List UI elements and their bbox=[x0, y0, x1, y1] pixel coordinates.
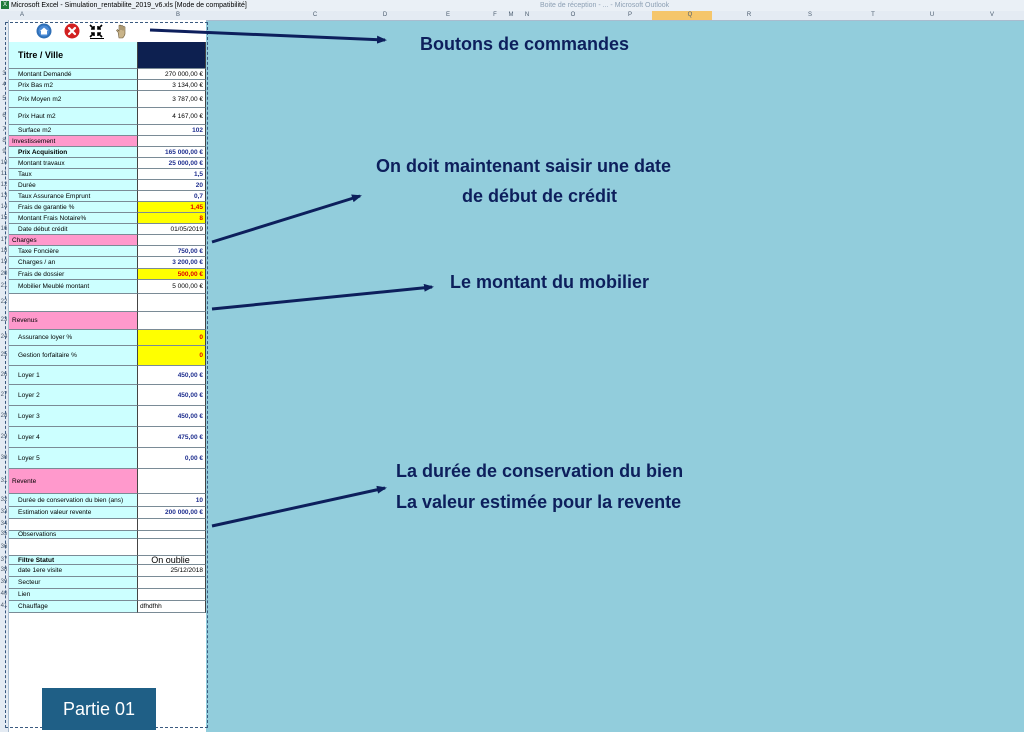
table-row bbox=[9, 494, 206, 507]
row-label[interactable]: Investissement bbox=[9, 136, 138, 147]
row-label[interactable]: Loyer 4 bbox=[9, 427, 138, 448]
section-header-row bbox=[9, 312, 206, 330]
row-value-cell[interactable] bbox=[138, 577, 206, 589]
row-value-cell[interactable] bbox=[138, 294, 206, 312]
table-row bbox=[9, 69, 206, 80]
row-number[interactable]: 20 bbox=[0, 270, 8, 277]
section-header-row bbox=[9, 235, 206, 246]
row-number[interactable]: 32 bbox=[0, 496, 8, 503]
row-number[interactable]: 34 bbox=[0, 521, 8, 527]
row-value-cell[interactable]: 450,00 € bbox=[138, 385, 206, 406]
table-row bbox=[9, 213, 206, 224]
excel-app-icon: X bbox=[2, 2, 7, 8]
row-number[interactable]: 15 bbox=[0, 214, 8, 221]
arrow-date bbox=[212, 196, 360, 242]
row-value-cell[interactable]: 01/05/2019 bbox=[138, 224, 206, 235]
title-label: Titre / Ville bbox=[9, 42, 138, 69]
row-label[interactable]: Montant Demandé bbox=[9, 69, 138, 80]
row-value-cell[interactable] bbox=[138, 469, 206, 494]
row-label[interactable]: Loyer 1 bbox=[9, 366, 138, 385]
annotation-mobilier: Le montant du mobilier bbox=[450, 272, 650, 292]
row-number[interactable]: 11 bbox=[0, 170, 8, 177]
column-header-p[interactable]: P bbox=[627, 12, 632, 18]
row-number[interactable]: 35 bbox=[0, 531, 8, 537]
row-value-cell[interactable]: 3 134,00 € bbox=[138, 80, 206, 91]
row-value-cell[interactable]: 10 bbox=[138, 494, 206, 507]
table-row bbox=[9, 246, 206, 257]
window-title: Microsoft Excel - Simulation_rentabilite_2019_v6.xls [Mode de compatibilité] bbox=[11, 2, 247, 9]
row-value-cell[interactable] bbox=[138, 589, 206, 601]
arrow-duree bbox=[212, 488, 385, 526]
row-number[interactable]: 24 bbox=[0, 334, 8, 340]
hand-icon[interactable] bbox=[113, 23, 129, 39]
row-value-cell[interactable]: 475,00 € bbox=[138, 427, 206, 448]
table-row bbox=[9, 91, 206, 108]
annotation-date-line2: de début de crédit bbox=[462, 186, 618, 206]
title-value-cell[interactable] bbox=[138, 42, 206, 69]
column-header-n[interactable]: N bbox=[524, 12, 530, 18]
row-number[interactable]: 14 bbox=[0, 203, 8, 210]
annotation-date-line1: On doit maintenant saisir une date bbox=[376, 156, 672, 176]
row-value-cell[interactable]: 0,7 bbox=[138, 191, 206, 202]
section-header-row bbox=[9, 136, 206, 147]
row-label[interactable]: Frais de dossier bbox=[9, 269, 138, 280]
row-label[interactable]: Assurance loyer % bbox=[9, 330, 138, 346]
row-label[interactable]: Taxe Foncière bbox=[9, 246, 138, 257]
annotation-duree-line2: La valeur estimée pour la revente bbox=[396, 492, 682, 512]
row-label[interactable]: Durée bbox=[9, 180, 138, 191]
row-label[interactable]: Mobilier Meublé montant bbox=[9, 280, 138, 294]
row-label[interactable]: Lien bbox=[9, 589, 138, 601]
row-label[interactable]: date 1ere visite bbox=[9, 565, 138, 577]
table-row bbox=[9, 180, 206, 191]
row-value-cell[interactable]: 0 bbox=[138, 330, 206, 346]
row-label[interactable]: Charges bbox=[9, 235, 138, 246]
row-value-cell[interactable]: 25 000,00 € bbox=[138, 158, 206, 169]
table-row bbox=[9, 169, 206, 180]
table-row bbox=[9, 565, 206, 577]
table-row bbox=[9, 202, 206, 213]
row-value-cell[interactable] bbox=[138, 539, 206, 556]
table-row bbox=[9, 294, 206, 312]
table-row bbox=[9, 125, 206, 136]
table-row bbox=[9, 601, 206, 613]
row-label[interactable]: Chauffage bbox=[9, 601, 138, 613]
column-header-r[interactable]: R bbox=[746, 12, 752, 18]
row-value-cell[interactable]: 102 bbox=[138, 125, 206, 136]
selected-column-highlight bbox=[652, 11, 712, 20]
column-header-u[interactable]: U bbox=[929, 12, 935, 18]
row-number[interactable]: 21 bbox=[0, 283, 8, 289]
row-value-cell[interactable]: On oublie bbox=[138, 556, 206, 565]
row-number[interactable]: 26 bbox=[0, 371, 8, 378]
row-number[interactable]: 3 bbox=[2, 70, 6, 77]
column-header-e[interactable]: E bbox=[445, 12, 450, 18]
row-number[interactable]: 33 bbox=[0, 509, 8, 515]
row-value-cell[interactable] bbox=[138, 136, 206, 147]
table-row bbox=[9, 269, 206, 280]
row-number[interactable]: 10 bbox=[0, 159, 8, 166]
row-label[interactable]: Secteur bbox=[9, 577, 138, 589]
column-header-b[interactable]: B bbox=[175, 12, 180, 18]
table-row bbox=[9, 448, 206, 469]
annotation-boutons: Boutons de commandes bbox=[420, 34, 630, 54]
row-label[interactable]: Taux Assurance Emprunt bbox=[9, 191, 138, 202]
row-label[interactable]: Prix Moyen m2 bbox=[9, 91, 138, 108]
row-number[interactable]: 28 bbox=[0, 412, 8, 419]
table-row bbox=[9, 191, 206, 202]
row-value-cell[interactable]: 1,45 bbox=[138, 202, 206, 213]
column-header-d[interactable]: D bbox=[382, 12, 388, 18]
table-row bbox=[9, 346, 206, 366]
row-label[interactable]: Date début crédit bbox=[9, 224, 138, 235]
row-number[interactable]: 18 bbox=[0, 247, 8, 254]
column-header-o[interactable]: O bbox=[570, 12, 576, 18]
column-header-t[interactable]: T bbox=[871, 12, 875, 18]
row-number[interactable]: 8 bbox=[2, 137, 6, 144]
row-value-cell[interactable]: 1,5 bbox=[138, 169, 206, 180]
row-value-cell[interactable]: 4 167,00 € bbox=[138, 108, 206, 125]
row-label[interactable]: Prix Acquisition bbox=[9, 147, 138, 158]
annotation-duree-line1: La durée de conservation du bien bbox=[396, 461, 684, 481]
row-number[interactable]: 31 bbox=[0, 477, 8, 484]
row-number[interactable]: 29 bbox=[0, 433, 8, 440]
spreadsheet-area bbox=[9, 20, 206, 732]
row-label[interactable]: Surface m2 bbox=[9, 125, 138, 136]
table-row bbox=[9, 280, 206, 294]
column-header-m[interactable]: M bbox=[508, 12, 514, 18]
column-header-c[interactable]: C bbox=[312, 12, 318, 18]
row-value-cell[interactable]: 450,00 € bbox=[138, 406, 206, 427]
row-number[interactable]: 27 bbox=[0, 391, 8, 398]
row-label[interactable]: Revente bbox=[9, 469, 138, 494]
row-label[interactable] bbox=[9, 539, 138, 556]
row-label[interactable] bbox=[9, 294, 138, 312]
column-header-v[interactable]: V bbox=[989, 12, 994, 18]
row-label[interactable]: Prix Bas m2 bbox=[9, 80, 138, 91]
column-header-s[interactable]: S bbox=[807, 12, 812, 18]
table-row bbox=[9, 224, 206, 235]
command-buttons-bar bbox=[9, 20, 206, 42]
row-value-cell[interactable] bbox=[138, 235, 206, 246]
row-value-cell[interactable] bbox=[138, 312, 206, 330]
row-label[interactable]: Observations bbox=[9, 531, 138, 539]
table-row bbox=[9, 556, 206, 565]
row-header-bar bbox=[0, 20, 9, 732]
table-row bbox=[9, 80, 206, 91]
row-value-cell[interactable]: 5 000,00 € bbox=[138, 280, 206, 294]
row-number[interactable]: 17 bbox=[0, 236, 8, 243]
row-value-cell[interactable]: 165 000,00 € bbox=[138, 147, 206, 158]
row-value-cell[interactable]: 0 bbox=[138, 346, 206, 366]
row-label[interactable]: Montant travaux bbox=[9, 158, 138, 169]
row-number[interactable]: 37 bbox=[0, 556, 8, 563]
row-number[interactable]: 41 bbox=[0, 603, 8, 609]
row-label[interactable]: Charges / an bbox=[9, 257, 138, 269]
row-value-cell[interactable]: 500,00 € bbox=[138, 269, 206, 280]
row-label[interactable]: Frais de garantie % bbox=[9, 202, 138, 213]
table-row bbox=[9, 366, 206, 385]
row-value-cell[interactable]: 450,00 € bbox=[138, 366, 206, 385]
row-label[interactable]: Revenus bbox=[9, 312, 138, 330]
row-number[interactable]: 40 bbox=[0, 591, 8, 597]
row-label[interactable]: Durée de conservation du bien (ans) bbox=[9, 494, 138, 507]
row-label[interactable]: Montant Frais Notaire% bbox=[9, 213, 138, 224]
collapse-icon[interactable] bbox=[88, 23, 104, 39]
row-number[interactable]: 36 bbox=[0, 543, 8, 550]
row-number[interactable]: 23 bbox=[0, 317, 8, 323]
row-value-cell[interactable] bbox=[138, 531, 206, 539]
table-row bbox=[9, 158, 206, 169]
row-number[interactable]: 30 bbox=[0, 454, 8, 461]
row-number[interactable]: 22 bbox=[0, 299, 8, 305]
column-header-f[interactable]: F bbox=[493, 12, 497, 18]
row-value-cell[interactable]: dfhdfhh bbox=[138, 601, 206, 613]
row-number[interactable]: 12 bbox=[0, 181, 8, 188]
partie-label-box: Partie 01 bbox=[42, 688, 156, 730]
row-value-cell[interactable]: 3 787,00 € bbox=[138, 91, 206, 108]
row-value-cell[interactable]: 3 200,00 € bbox=[138, 257, 206, 269]
table-row bbox=[9, 427, 206, 448]
row-value-cell[interactable]: 25/12/2018 bbox=[138, 565, 206, 577]
close-icon[interactable] bbox=[64, 23, 80, 39]
table-row bbox=[9, 577, 206, 589]
table-row bbox=[9, 147, 206, 158]
row-number[interactable]: 7 bbox=[2, 126, 6, 133]
row-label[interactable]: Loyer 2 bbox=[9, 385, 138, 406]
table-row bbox=[9, 531, 206, 539]
table-row bbox=[9, 406, 206, 427]
table-row bbox=[9, 385, 206, 406]
table-row bbox=[9, 257, 206, 269]
home-icon[interactable] bbox=[36, 23, 52, 39]
row-number[interactable]: 38 bbox=[0, 567, 8, 573]
row-label[interactable]: Prix Haut m2 bbox=[9, 108, 138, 125]
row-label[interactable]: Loyer 3 bbox=[9, 406, 138, 427]
table-row bbox=[9, 589, 206, 601]
row-number[interactable]: 6 bbox=[2, 112, 6, 119]
row-value-cell[interactable]: 8 bbox=[138, 213, 206, 224]
row-number[interactable]: 4 bbox=[2, 81, 6, 88]
row-number[interactable]: 9 bbox=[2, 148, 6, 155]
table-row bbox=[9, 519, 206, 531]
table-row bbox=[9, 108, 206, 125]
row-value-cell[interactable]: 750,00 € bbox=[138, 246, 206, 257]
section-header-row bbox=[9, 469, 206, 494]
row-number[interactable]: 16 bbox=[0, 225, 8, 232]
row-value-cell[interactable]: 0,00 € bbox=[138, 448, 206, 469]
row-value-cell[interactable] bbox=[138, 519, 206, 531]
row-number[interactable]: 13 bbox=[0, 192, 8, 199]
row-number[interactable]: 19 bbox=[0, 259, 8, 265]
column-header-q[interactable]: Q bbox=[687, 12, 693, 18]
row-label[interactable]: Filtre Statut bbox=[9, 556, 138, 565]
row-number[interactable]: 39 bbox=[0, 579, 8, 585]
table-row bbox=[9, 507, 206, 519]
row-label[interactable]: Loyer 5 bbox=[9, 448, 138, 469]
column-header-a[interactable]: A bbox=[19, 12, 24, 18]
row-label[interactable]: Estimation valeur revente bbox=[9, 507, 138, 519]
row-value-cell[interactable]: 200 000,00 € bbox=[138, 507, 206, 519]
row-label[interactable]: Gestion forfaitaire % bbox=[9, 346, 138, 366]
title-row bbox=[9, 42, 206, 69]
row-value-cell[interactable]: 20 bbox=[138, 180, 206, 191]
table-row bbox=[9, 539, 206, 556]
arrow-mobilier bbox=[212, 287, 432, 309]
row-value-cell[interactable]: 270 000,00 € bbox=[138, 69, 206, 80]
row-label[interactable]: Taux bbox=[9, 169, 138, 180]
row-number[interactable]: 5 bbox=[2, 95, 6, 102]
row-label[interactable] bbox=[9, 519, 138, 531]
background-window-title: Boite de réception - ... - Microsoft Outlook bbox=[540, 2, 670, 9]
table-row bbox=[9, 330, 206, 346]
row-number[interactable]: 25 bbox=[0, 352, 8, 358]
